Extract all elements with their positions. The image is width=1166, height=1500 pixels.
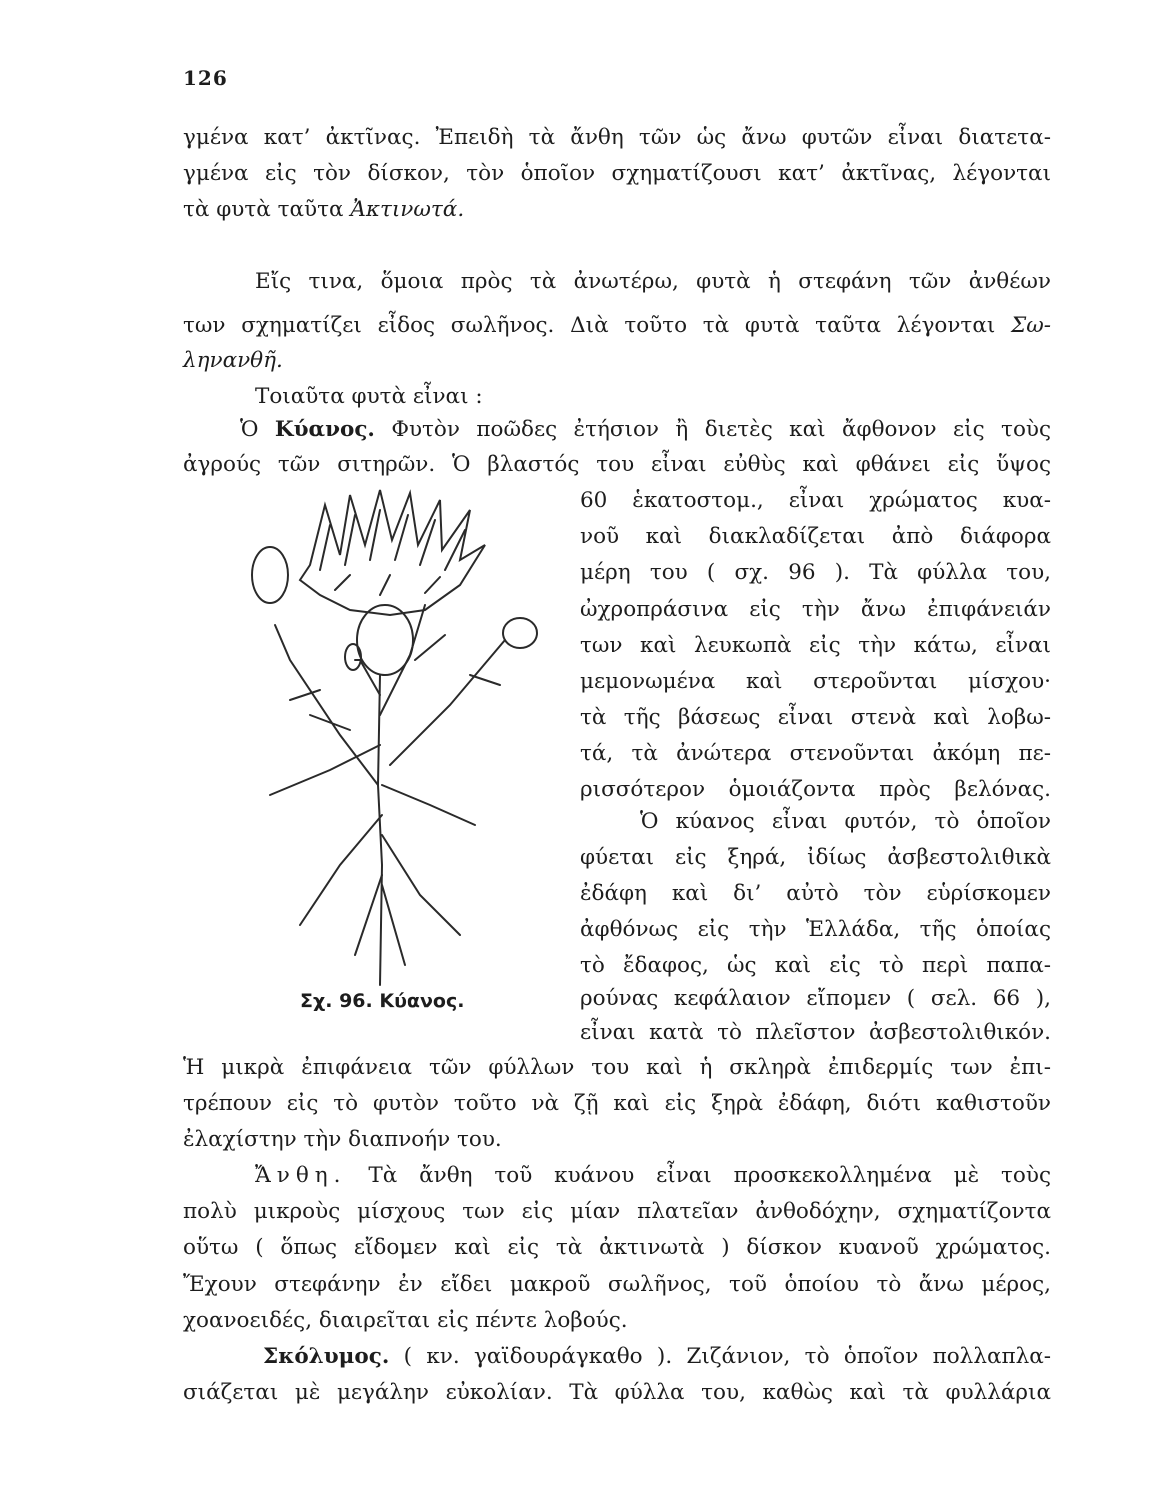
flower-head-base xyxy=(357,605,413,675)
bud-left xyxy=(252,547,288,603)
bud-right xyxy=(503,618,537,648)
flower-florets xyxy=(320,510,465,595)
text-line: γμένα εἰς τὸν δίσκον, τὸν ὁποῖον σχηματίζουσι κατ’ ἀκτῖνας, λέγονται xyxy=(183,161,1051,186)
heading-skolymos: Σκόλυμος. xyxy=(263,1344,390,1369)
heading-anthi: Ἄνθη. xyxy=(255,1163,347,1188)
flower-head xyxy=(300,490,485,615)
text-line xyxy=(240,416,1051,444)
term-solinanthi-start: Σω- xyxy=(1011,313,1051,338)
leaf xyxy=(415,635,445,660)
text-line: ἐδάφη καὶ δι’ αὐτὸ τὸν εὑρίσκομεν xyxy=(580,881,1051,906)
main-stem xyxy=(378,675,382,985)
text-line: εἶναι κατὰ τὸ πλεῖστον ἀσβεστολιθικόν. xyxy=(580,1020,1051,1045)
text-line: χοανοειδές, διαιρεῖται εἰς πέντε λοβούς. xyxy=(183,1308,628,1333)
cornflower-illustration xyxy=(230,485,560,990)
leaf xyxy=(382,885,405,965)
text-line: μέρη του ( σχ. 96 ). Τὰ φύλλα του, xyxy=(580,560,1051,585)
text-line: ρισσότερον ὁμοιάζοντα πρὸς βελόνας. xyxy=(580,777,1051,802)
text-line: γμένα κατ’ ἀκτῖνας. Ἐπειδὴ τὰ ἄνθη τῶν ὡς ἄνω φυτῶν εἶναι διατετα- xyxy=(183,125,1051,150)
figure-caption: Σχ. 96. Κύανος. xyxy=(300,990,465,1012)
text-line: Ἔχουν στεφάνην ἐν εἴδει μακροῦ σωλῆνος, τοῦ ὁποίου τὸ ἄνω μέρος, xyxy=(183,1272,1051,1297)
text-line: νοῦ καὶ διακλαδίζεται ἀπὸ διάφορα xyxy=(580,524,1051,549)
text-line xyxy=(263,1343,1051,1371)
text-span: Φυτὸν ποῶδες ἐτήσιον ἢ διετὲς καὶ ἄφθονον εἰς τοὺς xyxy=(374,417,1051,442)
text-line: ἀφθόνως εἰς τὴν Ἑλλάδα, τῆς ὁποίας xyxy=(580,917,1051,942)
text-line: Εἴς τινα, ὅμοια πρὸς τὰ ἀνωτέρω, φυτὰ ἡ στεφάνη τῶν ἀνθέων xyxy=(255,269,1051,294)
text-line xyxy=(183,312,1051,340)
text-span: Τὰ ἄνθη τοῦ κυάνου εἶναι προσκεκολλημένα μὲ τοὺς xyxy=(346,1163,1051,1188)
heading-kyanos: Κύανος. xyxy=(274,417,375,442)
term-aktinota: Ἀκτινωτά. xyxy=(350,197,465,222)
text-line: οὕτω ( ὅπως εἴδομεν καὶ εἰς τὰ ἀκτινωτὰ ) δίσκον κυανοῦ χρώματος. xyxy=(183,1235,1051,1260)
page-number: 126 xyxy=(183,66,228,90)
text-line: ρούνας κεφάλαιον εἴπομεν ( σελ. 66 ), xyxy=(580,986,1051,1011)
text-line: ἐλαχίστην τὴν διαπνοήν του. xyxy=(183,1127,502,1152)
text-line: τὸ ἔδαφος, ὡς καὶ εἰς τὸ περὶ παπα- xyxy=(580,953,1051,978)
flower-drawing xyxy=(252,490,537,985)
text-span: τὰ φυτὰ ταῦτα xyxy=(183,197,351,222)
leaf xyxy=(382,785,475,825)
text-line: σιάζεται μὲ μεγάλην εὐκολίαν. Τὰ φύλλα του, καθὼς καὶ τὰ φυλλάρια xyxy=(183,1380,1051,1405)
text-line: μεμονωμένα καὶ στεροῦνται μίσχου· xyxy=(580,669,1051,694)
text-line: ὠχροπράσινα εἰς τὴν ἄνω ἐπιφάνειάν xyxy=(580,597,1051,622)
text-line: Τοιαῦτα φυτὰ εἶναι : xyxy=(255,384,483,409)
leaf xyxy=(382,835,460,935)
text-span: των σχηματίζει εἶδος σωλῆνος. Διὰ τοῦτο τὰ φυτὰ ταῦτα λέγονται xyxy=(183,313,1011,338)
text-span: ( κν. γαϊδουράγκαθο ). Ζιζάνιον, τὸ ὁποῖον πολλαπλα- xyxy=(389,1344,1051,1369)
leaf xyxy=(270,745,380,795)
term-solinanthi-end: ληνανθῆ. xyxy=(183,348,283,373)
text-line xyxy=(255,1162,1051,1190)
leaf xyxy=(470,675,500,685)
leaf xyxy=(310,715,350,730)
text-line: Ὁ κύανος εἶναι φυτόν, τὸ ὁποῖον xyxy=(640,809,1051,834)
text-line: Ἡ μικρὰ ἐπιφάνεια τῶν φύλλων του καὶ ἡ σκληρὰ ἐπιδερμίς των ἐπι- xyxy=(183,1055,1051,1080)
text-line xyxy=(183,196,464,224)
text-line: τὰ τῆς βάσεως εἶναι στενὰ καὶ λοβω- xyxy=(580,705,1051,730)
stem-left xyxy=(275,625,378,785)
text-line: τά, τὰ ἀνώτερα στενοῦνται ἀκόμη πε- xyxy=(580,741,1051,766)
stem-right-1 xyxy=(380,605,425,715)
text-line: των καὶ λευκωπὰ εἰς τὴν κάτω, εἶναι xyxy=(580,633,1051,658)
text-line: πολὺ μικροὺς μίσχους των εἰς μίαν πλατεῖαν ἀνθοδόχην, σχηματίζοντα xyxy=(183,1199,1051,1224)
text-line: 60 ἑκατοστομ., εἶναι χρώματος κυα- xyxy=(580,488,1051,513)
text-span: Ὁ xyxy=(240,417,275,442)
text-line: φύεται εἰς ξηρά, ἰδίως ἀσβεστολιθικὰ xyxy=(580,845,1051,870)
text-line: τρέπουν εἰς τὸ φυτὸν τοῦτο νὰ ζῇ καὶ εἰς ξηρὰ ἐδάφη, διότι καθιστοῦν xyxy=(183,1091,1051,1116)
leaf xyxy=(355,875,382,955)
text-line: ἀγρούς τῶν σιτηρῶν. Ὁ βλαστός του εἶναι εὐθὺς καὶ φθάνει εἰς ὕψος xyxy=(183,452,1051,477)
